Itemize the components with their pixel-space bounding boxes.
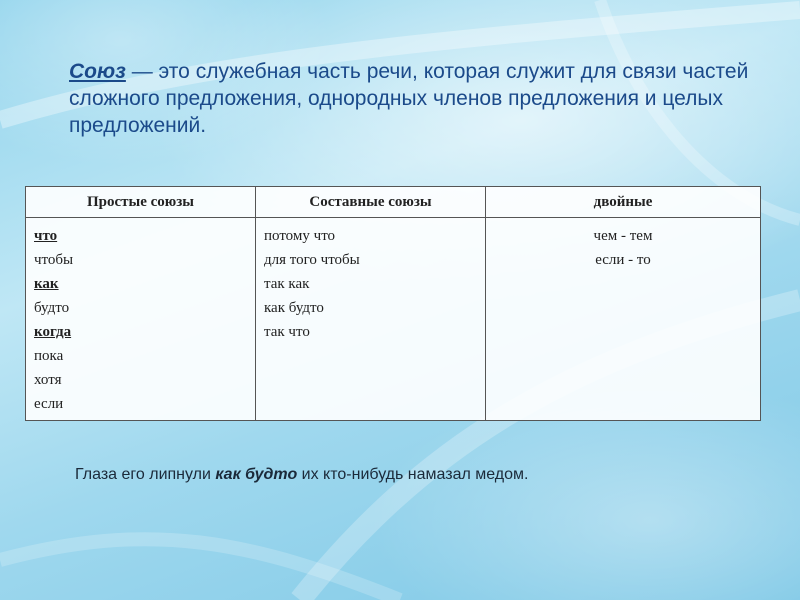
list-item: хотя <box>34 372 62 388</box>
compound-conjunctions-cell <box>256 218 486 421</box>
definition-paragraph <box>69 58 759 139</box>
list-item: так как <box>264 276 310 292</box>
list-item: если <box>34 396 64 412</box>
example-sentence <box>75 466 528 484</box>
list-item: чем - тем <box>593 228 653 244</box>
list-item: чтобы <box>34 252 74 268</box>
list-item: пока <box>34 348 64 364</box>
simple-conjunctions-cell <box>26 218 256 421</box>
header-compound: Составные союзы <box>256 187 486 218</box>
table-row <box>26 218 761 421</box>
example-highlight: как будто <box>215 466 298 483</box>
example-after: их кто-нибудь намазал медом. <box>297 466 529 483</box>
conjunctions-table <box>25 186 761 421</box>
list-item: для того чтобы <box>264 252 360 268</box>
definition-text: — это служебная часть речи, которая служит для связи частей сложного предложения, однородных членов предложения и целых предложений. <box>69 60 749 137</box>
list-item: что <box>34 228 58 244</box>
list-item: потому что <box>264 228 336 244</box>
list-item: как будто <box>264 300 324 316</box>
list-item: если - то <box>595 252 651 268</box>
header-double: двойные <box>486 187 761 218</box>
header-simple: Простые союзы <box>26 187 256 218</box>
list-item: как <box>34 276 59 292</box>
list-item: так что <box>264 324 310 340</box>
table-header-row <box>26 187 761 218</box>
list-item: будто <box>34 300 70 316</box>
definition-term: Союз <box>69 60 126 83</box>
example-before: Глаза его липнули <box>75 466 216 483</box>
double-conjunctions-cell <box>486 218 761 421</box>
list-item: когда <box>34 324 72 340</box>
